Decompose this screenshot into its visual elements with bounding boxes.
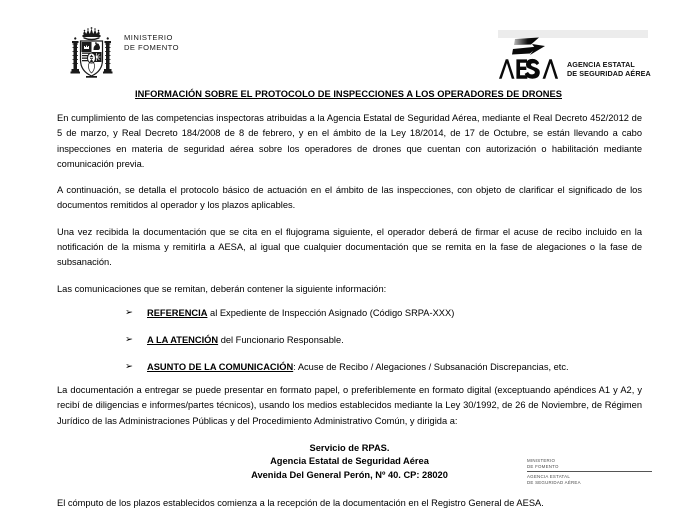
footer-aesa-line-2: DE SEGURIDAD AÉREA — [527, 479, 581, 485]
paragraph-5: La documentación a entregar se puede presentar en formato papel, o preferiblemente en formato digital (exceptuando apéndices A1 y A2, y recibí de diligencias e informes/partes técnicos), usando los medios establecidos mediante la Ley 30/1992, de 26 de Noviembre, de Régimen Jurídico de las Administraciones Públicas y del Procedimiento Administrativo Común, y dirigida a: — [57, 384, 642, 426]
paragraph-2: A continuación, se detalla el protocolo básico de actuación en el ámbito de las inspecciones, con objeto de clarificar el significado de los documentos remitidos al operador y los plazos aplicables. — [57, 185, 642, 211]
paragraph-1: En cumplimiento de las competencias inspectoras atribuidas a la Agencia Estatal de Seguridad Aérea, mediante el Real Decreto 452/2012 de 5 de marzo, y Real Decreto 184/2008 de 8 de febrero, y en el ámbito de la Ley 18/2014, de 17 de Octubre, se están llevando a cabo inspecciones en materia de seguridad aérea sobre los operadores de drones que cuentan con autorización o habilitación mediante comunicación previa. — [57, 113, 642, 169]
requirements-list — [57, 307, 642, 374]
footer-divider — [527, 471, 652, 472]
list-item — [125, 334, 642, 347]
ministerio-line-1: MINISTERIO — [124, 33, 173, 42]
document-title: INFORMACIÓN SOBRE EL PROTOCOLO DE INSPECCIONES A LOS OPERADORES DE DRONES — [134, 89, 562, 99]
footer-ministerio — [527, 458, 652, 469]
address-line-2: Agencia Estatal de Seguridad Aérea — [270, 456, 429, 467]
aesa-sub-line-2: DE SEGURIDAD AÉREA — [567, 68, 651, 78]
spain-coat-of-arms-icon — [68, 27, 115, 80]
footer-ministerio-line-2: DE FOMENTO — [527, 463, 559, 469]
list-item-text: del Funcionario Responsable. — [218, 334, 344, 345]
list-item-lead: A LA ATENCIÓN — [147, 334, 219, 345]
list-item-text: al Expediente de Inspección Asignado (Código SRPA-XXX) — [207, 307, 455, 318]
footer-aesa-line-1: AGENCIA ESTATAL — [527, 474, 571, 480]
paragraph-6: El cómputo de los plazos establecidos comienza a la recepción de la documentación en el Registro General de AESA. — [57, 497, 544, 508]
ministerio-line-2: DE FOMENTO — [124, 43, 179, 52]
list-item-lead: REFERENCIA — [147, 307, 208, 318]
ministerio-label — [124, 33, 179, 53]
arrowhead-bullet-icon: ➢ — [125, 361, 133, 373]
paragraph-4: Las comunicaciones que se remitan, deberán contener la siguiente información: — [57, 283, 387, 294]
document-footer — [527, 458, 652, 486]
address-line-1: Servicio de RPAS. — [309, 442, 390, 453]
aesa-sub-line-1: AGENCIA ESTATAL — [567, 60, 635, 70]
list-item-lead: ASUNTO DE LA COMUNICACIÓN — [147, 361, 294, 372]
ministerio-de-fomento-logo — [68, 27, 179, 80]
footer-ministerio-line-1: MINISTERIO — [527, 458, 556, 463]
arrowhead-bullet-icon: ➢ — [125, 307, 133, 319]
aesa-arrow-icon — [510, 36, 550, 58]
document-header — [0, 0, 697, 88]
list-item — [125, 361, 642, 374]
aesa-subtitle — [567, 61, 651, 78]
list-item — [125, 307, 642, 320]
address-line-3: Avenida Del General Perón, Nº 40. CP: 28020 — [251, 470, 448, 481]
footer-aesa — [527, 474, 652, 485]
arrowhead-bullet-icon: ➢ — [125, 334, 133, 346]
aesa-wordmark-icon — [498, 58, 560, 80]
list-item-text: : Acuse de Recibo / Alegaciones / Subsanación Discrepancias, etc. — [293, 361, 569, 372]
paragraph-3: Una vez recibida la documentación que se cita en el flujograma siguiente, el operador deberá de firmar el acuse de recibo incluido en la notificación de la misma y remitirla a AESA, al igual que cualquier documentación que se remita en la fase de alegaciones o la fase de subsanación. — [57, 226, 642, 268]
aesa-wordmark-row — [498, 58, 651, 80]
